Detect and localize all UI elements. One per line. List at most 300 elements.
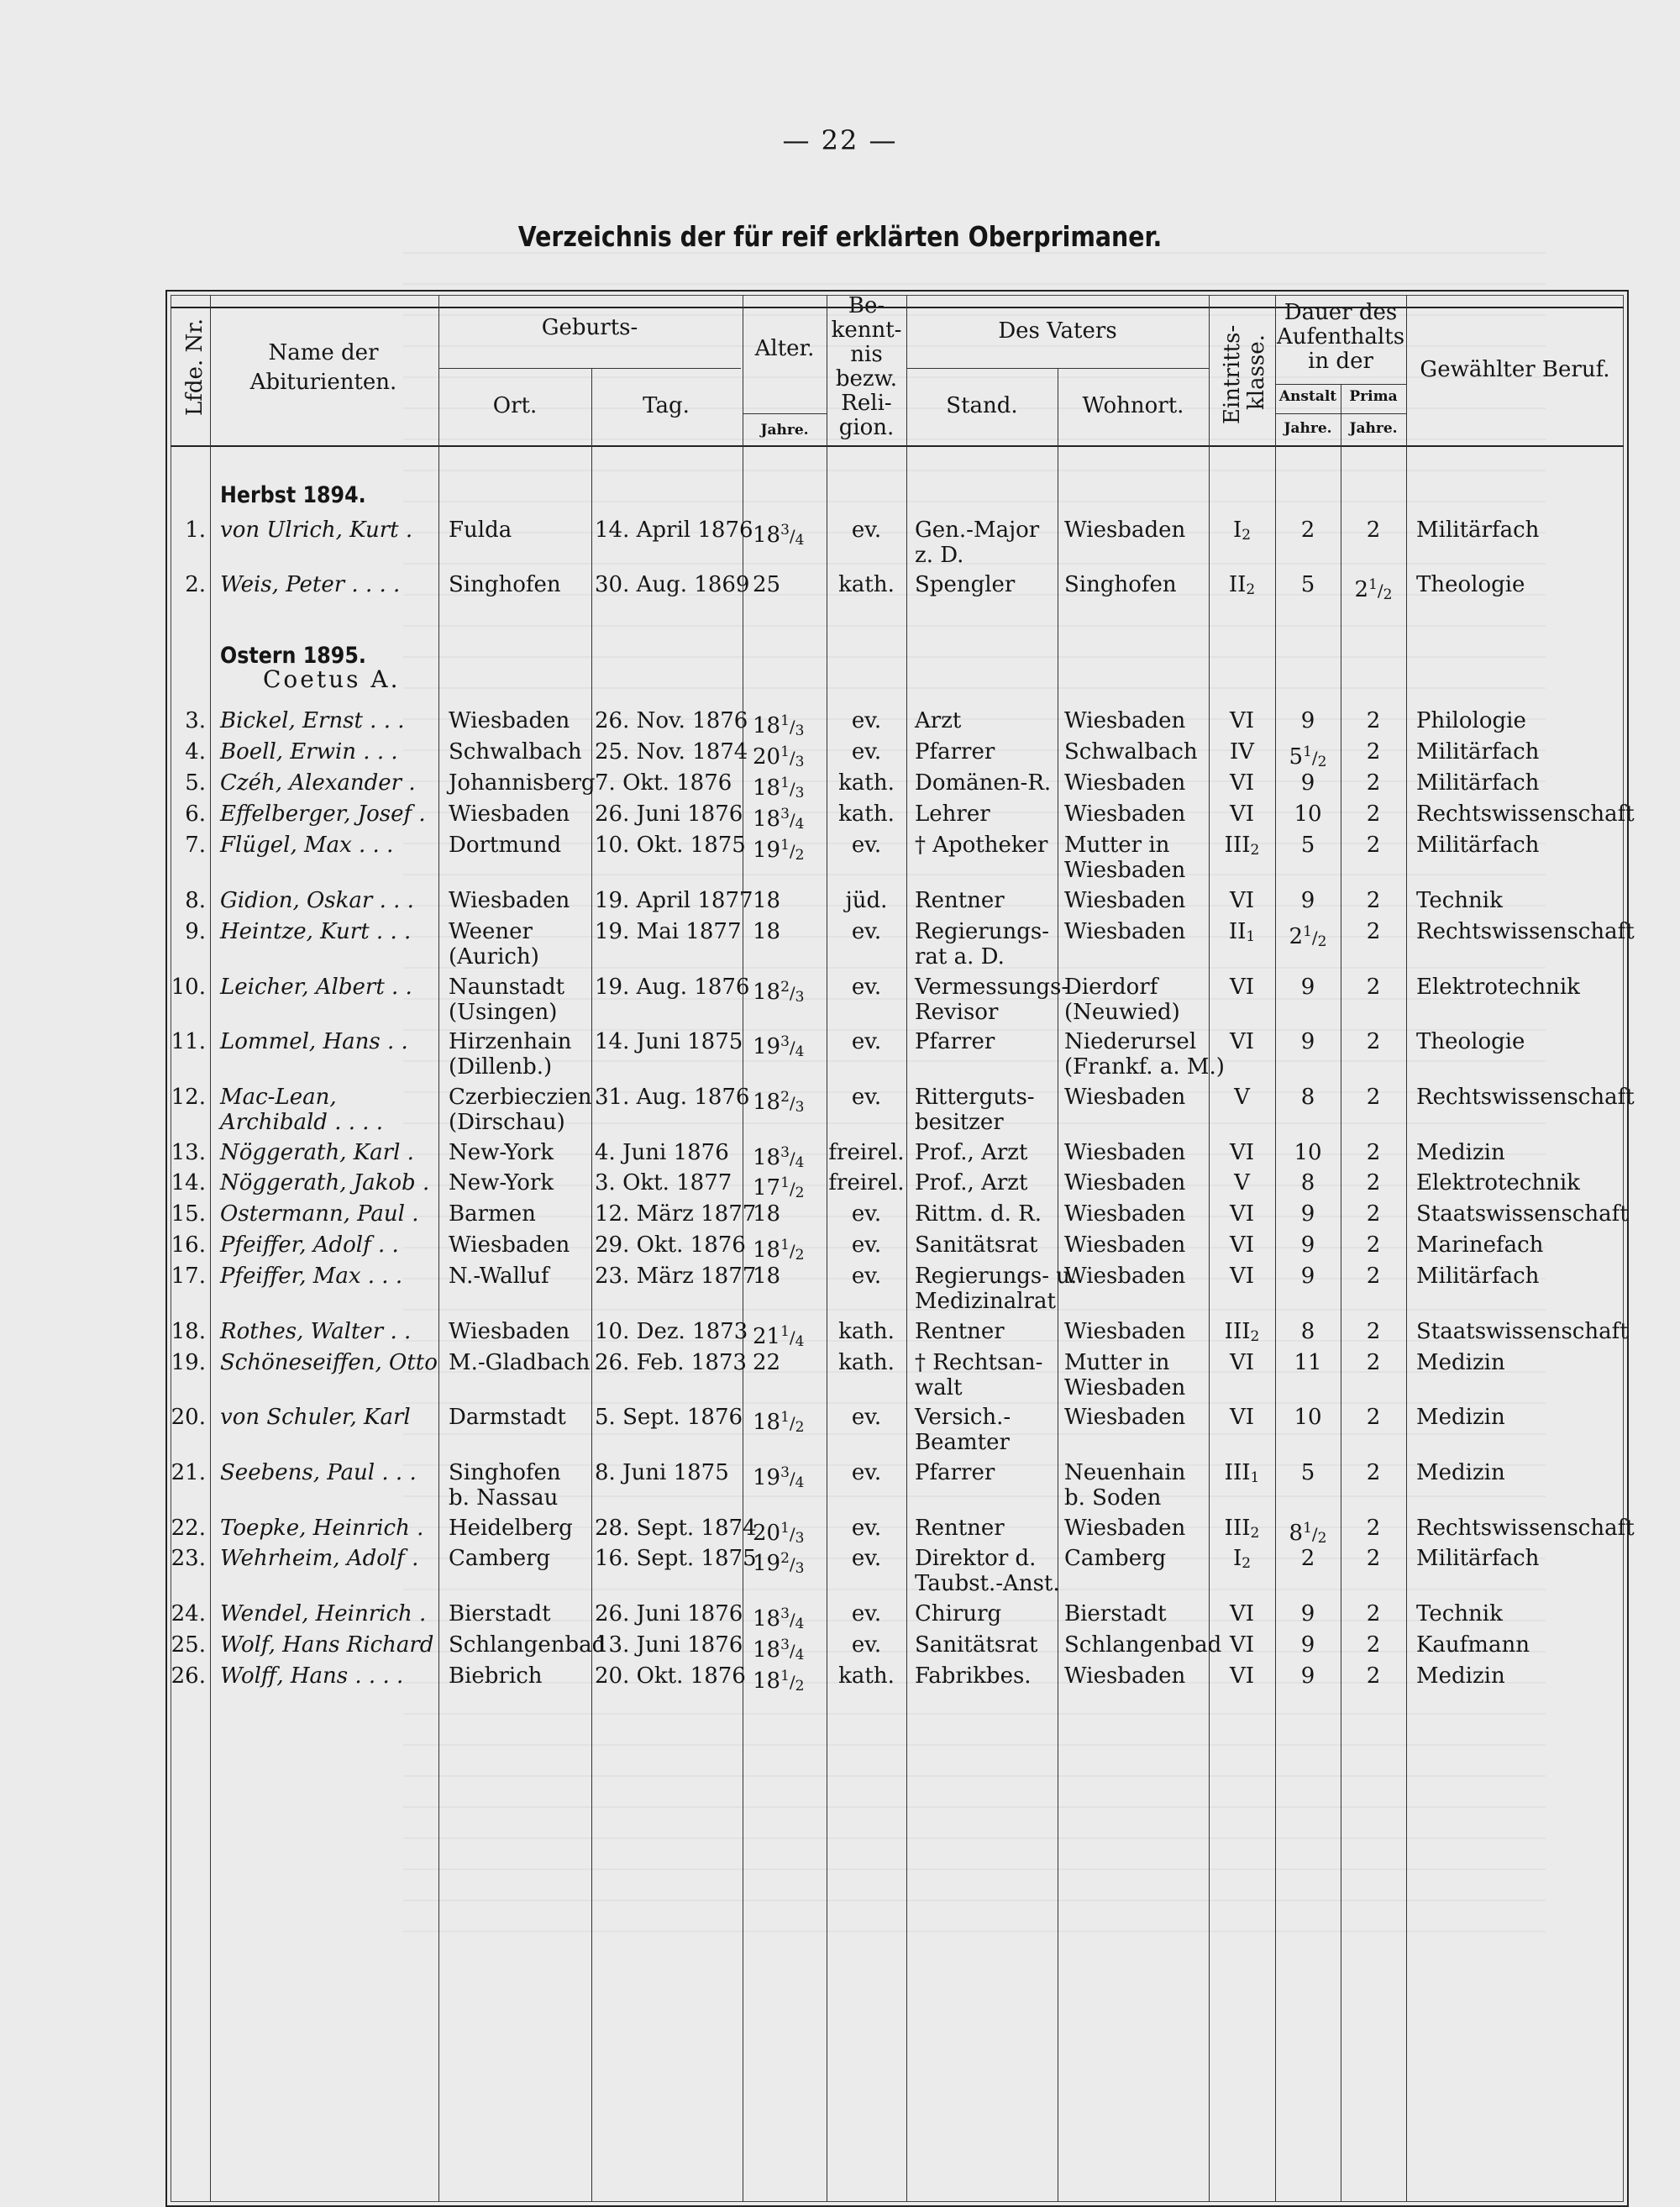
chosen-profession: Medizin [1416, 1663, 1505, 1689]
father-residence-line2: Wiesbaden [1064, 1375, 1186, 1400]
age-years [753, 1170, 825, 1206]
religion: ev. [851, 1405, 882, 1430]
student-name: Nöggerath, Karl . [220, 1140, 414, 1165]
header-bekenntnis [827, 294, 906, 440]
birth-place: New-York [449, 1170, 554, 1195]
header-name-line1: Name der [268, 340, 379, 365]
age-years-numerator: 2 [780, 1550, 790, 1567]
years-in-prima-whole: 2 [1366, 770, 1381, 796]
birth-place: Wiesbaden [449, 888, 570, 913]
header-alter: Alter. [754, 336, 815, 361]
father-residence: Wiesbaden [1064, 1405, 1186, 1430]
years-at-school-whole: 9 [1300, 1632, 1315, 1658]
entry-class [1209, 1350, 1275, 1375]
entry-class-value: VI [1229, 1140, 1255, 1165]
father-occupation: Prof., Arzt [915, 1170, 1028, 1195]
years-in-prima-whole: 2 [1366, 1232, 1381, 1258]
father-occupation-line2: z. D. [915, 543, 964, 568]
age-years [753, 919, 825, 944]
chosen-profession: Militärfach [1416, 1546, 1540, 1571]
header-tag: Tag. [643, 393, 690, 418]
entry-class-value: VI [1229, 1029, 1255, 1054]
age-years-numerator: 2 [780, 979, 790, 996]
years-at-school [1275, 1601, 1341, 1626]
birth-place: Wiesbaden [449, 801, 570, 827]
age-years-numerator: 1 [780, 1237, 790, 1253]
years-at-school-whole: 9 [1300, 1601, 1315, 1626]
father-residence-line2: Wiesbaden [1064, 858, 1186, 883]
age-years-numerator: 3 [780, 1464, 790, 1481]
years-at-school-whole: 9 [1300, 1232, 1315, 1258]
header-wohnort: Wohnort. [1082, 393, 1184, 418]
father-residence: Wiesbaden [1064, 1140, 1186, 1165]
rule-alter [743, 413, 827, 414]
chosen-profession: Militärfach [1416, 739, 1540, 765]
student-name: Pfeiffer, Adolf . . [220, 1232, 399, 1258]
birth-date: 28. Sept. 1874 [595, 1516, 757, 1541]
chosen-profession: Theologie [1416, 1029, 1525, 1054]
years-in-prima-whole: 2 [1366, 1029, 1381, 1054]
entry-class [1209, 1516, 1275, 1546]
row-number: 16. [171, 1232, 206, 1258]
religion: kath. [838, 572, 895, 597]
father-residence: Wiesbaden [1064, 919, 1186, 944]
religion: kath. [838, 1319, 895, 1344]
row-number: 14. [171, 1170, 206, 1195]
chosen-profession: Technik [1416, 1601, 1503, 1626]
header-prima-jahre: Jahre. [1349, 420, 1398, 437]
student-name: Flügel, Max . . . [220, 833, 394, 858]
birth-date: 3. Okt. 1877 [595, 1170, 732, 1195]
age-years [753, 1405, 825, 1440]
father-occupation-line2: besitzer [915, 1110, 1004, 1135]
row-number: 19. [171, 1350, 206, 1375]
chosen-profession: Elektrotechnik [1416, 975, 1580, 1000]
father-occupation-line2: Taubst.-Anst. [915, 1571, 1060, 1596]
student-name: Rothes, Walter . . [220, 1319, 412, 1344]
age-years-numerator: 3 [780, 1637, 790, 1653]
birth-place: Barmen [449, 1201, 536, 1227]
entry-class-value: VI [1229, 1663, 1255, 1689]
entry-class-value: VI [1229, 1350, 1255, 1375]
chosen-profession: Rechtswissenschaft [1416, 801, 1635, 827]
entry-class-value: IV [1229, 739, 1255, 765]
religion: jüd. [845, 888, 888, 913]
religion: ev. [851, 833, 882, 858]
birth-date: 14. April 1876 [595, 518, 753, 543]
age-years-slash: / [789, 1413, 795, 1433]
birth-date: 20. Okt. 1876 [595, 1663, 746, 1689]
birth-date: 26. Juni 1876 [595, 801, 743, 827]
father-occupation: Sanitätsrat [915, 1232, 1038, 1258]
years-at-school [1275, 708, 1341, 733]
student-name: Wolff, Hans . . . . [220, 1663, 404, 1689]
years-in-prima [1341, 1546, 1406, 1571]
student-name: Wolf, Hans Richard [220, 1632, 434, 1658]
birth-date: 4. Juni 1876 [595, 1140, 729, 1165]
entry-class-value: VI [1229, 1405, 1255, 1430]
age-years-denominator: 3 [795, 989, 805, 1006]
years-at-school-whole: 10 [1294, 1140, 1322, 1165]
age-years-whole: 17 [753, 1175, 781, 1201]
student-name: Effelberger, Josef . [220, 801, 426, 827]
father-residence: Wiesbaden [1064, 1170, 1186, 1195]
father-residence: Wiesbaden [1064, 801, 1186, 827]
father-residence: Schwalbach [1064, 739, 1198, 765]
years-in-prima-slash: / [1377, 581, 1383, 601]
father-occupation: Pfarrer [915, 1029, 995, 1054]
entry-class [1209, 1085, 1275, 1110]
father-occupation: Arzt [915, 708, 962, 733]
father-occupation: Domänen-R. [915, 770, 1052, 796]
age-years-numerator: 1 [780, 1520, 790, 1537]
age-years-whole: 18 [753, 888, 781, 913]
student-name: Lommel, Hans . . [220, 1029, 408, 1054]
header-bek-line5: Reli- [841, 391, 892, 416]
birth-date: 14. Juni 1875 [595, 1029, 743, 1054]
years-in-prima-whole: 2 [1366, 801, 1381, 827]
years-at-school [1275, 1663, 1341, 1689]
chosen-profession: Theologie [1416, 572, 1525, 597]
age-years-whole: 21 [753, 1324, 781, 1349]
entry-class [1209, 1201, 1275, 1227]
entry-class [1209, 833, 1275, 863]
entry-class [1209, 1632, 1275, 1658]
chosen-profession: Militärfach [1416, 518, 1540, 543]
birth-date: 10. Dez. 1873 [595, 1319, 748, 1344]
father-residence: Wiesbaden [1064, 770, 1186, 796]
age-years-numerator: 3 [780, 522, 790, 539]
years-at-school [1275, 1405, 1341, 1430]
entry-class [1209, 572, 1275, 602]
age-years [753, 708, 825, 744]
years-in-prima-whole: 2 [1366, 739, 1381, 765]
birth-place: Schwalbach [449, 739, 582, 765]
years-at-school-whole: 8 [1300, 1170, 1315, 1195]
birth-place-line2: (Dillenb.) [449, 1054, 553, 1080]
age-years-numerator: 1 [780, 1409, 790, 1426]
age-years [753, 739, 825, 775]
chosen-profession: Staatswissenschaft [1416, 1319, 1629, 1344]
age-years-slash: / [789, 1038, 795, 1058]
entry-class-value: II [1228, 919, 1247, 944]
religion: ev. [851, 1264, 882, 1289]
father-residence: Camberg [1064, 1546, 1167, 1571]
age-years-slash: / [789, 1641, 795, 1661]
col-rule-1 [210, 295, 211, 2202]
birth-date: 26. Feb. 1873 [595, 1350, 747, 1375]
years-in-prima [1341, 1085, 1406, 1110]
years-in-prima [1341, 1264, 1406, 1289]
student-name: Heintze, Kurt . . . [220, 919, 412, 944]
religion: ev. [851, 739, 882, 765]
years-in-prima-whole: 2 [1366, 1350, 1381, 1375]
age-years [753, 1632, 825, 1668]
entry-class [1209, 888, 1275, 913]
birth-date: 8. Juni 1875 [595, 1460, 729, 1485]
years-in-prima-whole: 2 [1354, 577, 1369, 602]
birth-place: Johannisberg [449, 770, 596, 796]
father-occupation: Regierungs- [915, 919, 1049, 944]
age-years-whole: 22 [753, 1350, 781, 1375]
years-at-school-denominator: 2 [1317, 1530, 1327, 1547]
age-years-denominator: 4 [795, 1333, 805, 1350]
years-in-prima-whole: 2 [1366, 833, 1381, 858]
religion: ev. [851, 708, 882, 733]
father-residence: Wiesbaden [1064, 708, 1186, 733]
years-at-school-denominator: 2 [1317, 754, 1327, 770]
age-years-denominator: 2 [795, 1678, 805, 1695]
years-at-school [1275, 919, 1341, 954]
entry-class [1209, 770, 1275, 796]
years-at-school [1275, 770, 1341, 796]
father-residence: Wiesbaden [1064, 518, 1186, 543]
entry-class [1209, 1663, 1275, 1689]
father-occupation: Prof., Arzt [915, 1140, 1028, 1165]
age-years [753, 1085, 825, 1120]
years-in-prima [1341, 572, 1406, 607]
age-years-whole: 18 [753, 1637, 781, 1663]
years-at-school [1275, 1170, 1341, 1195]
age-years-denominator: 3 [795, 785, 805, 801]
chosen-profession: Militärfach [1416, 770, 1540, 796]
entry-class [1209, 801, 1275, 827]
age-years-numerator: 1 [780, 775, 790, 791]
age-years-whole: 18 [753, 919, 781, 944]
years-at-school-denominator: 2 [1317, 933, 1327, 950]
header-name-line2: Abiturienten. [249, 370, 397, 395]
chosen-profession: Marinefach [1416, 1232, 1544, 1258]
religion: ev. [851, 1232, 882, 1258]
age-years-denominator: 3 [795, 723, 805, 739]
birth-place: Biebrich [449, 1663, 543, 1689]
years-in-prima [1341, 1350, 1406, 1375]
years-at-school-slash: / [1311, 927, 1318, 948]
years-at-school [1275, 888, 1341, 913]
age-years [753, 770, 825, 806]
age-years-slash: / [789, 779, 795, 799]
years-in-prima [1341, 1319, 1406, 1344]
birth-place: M.-Gladbach [449, 1350, 591, 1375]
age-years-slash: / [789, 526, 795, 546]
years-in-prima [1341, 1140, 1406, 1165]
student-name: Seebens, Paul . . . [220, 1460, 417, 1485]
age-years-whole: 20 [753, 1521, 781, 1546]
section-coetus-a: Coetus A. [263, 665, 401, 693]
birth-date: 16. Sept. 1875 [595, 1546, 757, 1571]
father-occupation: † Rechtsan- [915, 1350, 1043, 1375]
student-name: von Schuler, Karl [220, 1405, 411, 1430]
age-years-slash: / [789, 1554, 795, 1574]
entry-class [1209, 1319, 1275, 1349]
entry-class-value: III [1224, 1516, 1251, 1541]
years-at-school-whole: 9 [1300, 1201, 1315, 1227]
years-at-school [1275, 975, 1341, 1000]
age-years [753, 801, 825, 837]
years-at-school-whole: 5 [1300, 833, 1315, 858]
birth-date: 5. Sept. 1876 [595, 1405, 743, 1430]
years-at-school-whole: 8 [1300, 1319, 1315, 1344]
row-number: 6. [185, 801, 206, 827]
religion: ev. [851, 1201, 882, 1227]
years-in-prima [1341, 1232, 1406, 1258]
entry-class-subscript: 1 [1246, 928, 1256, 945]
age-years [753, 1460, 825, 1495]
years-at-school-whole: 8 [1289, 1521, 1304, 1546]
chosen-profession: Philologie [1416, 708, 1526, 733]
years-in-prima-numerator: 1 [1368, 576, 1378, 593]
age-years [753, 833, 825, 868]
birth-date: 10. Okt. 1875 [595, 833, 746, 858]
years-in-prima [1341, 770, 1406, 796]
student-name: Czéh, Alexander . [220, 770, 416, 796]
age-years-whole: 19 [753, 838, 781, 863]
chosen-profession: Rechtswissenschaft [1416, 1516, 1635, 1541]
student-name: Bickel, Ernst . . . [220, 708, 405, 733]
entry-class [1209, 1170, 1275, 1195]
student-name: Mac-Lean, [220, 1085, 337, 1110]
age-years [753, 975, 825, 1010]
age-years-whole: 18 [753, 807, 781, 832]
age-years [753, 1350, 825, 1375]
birth-place: Fulda [449, 518, 512, 543]
birth-place: Wiesbaden [449, 1232, 570, 1258]
father-occupation: Rentner [915, 1319, 1005, 1344]
age-years-slash: / [789, 1327, 795, 1348]
student-name: Leicher, Albert . . [220, 975, 412, 1000]
entry-class [1209, 1232, 1275, 1258]
birth-date: 26. Nov. 1876 [595, 708, 748, 733]
years-at-school [1275, 739, 1341, 775]
chosen-profession: Rechtswissenschaft [1416, 1085, 1635, 1110]
birth-date: 7. Okt. 1876 [595, 770, 732, 796]
years-in-prima-whole: 2 [1366, 888, 1381, 913]
father-residence: Schlangenbad [1064, 1632, 1222, 1658]
religion: ev. [851, 919, 882, 944]
row-number: 15. [171, 1201, 206, 1227]
header-anstalt: Anstalt [1278, 388, 1337, 405]
chosen-profession: Rechtswissenschaft [1416, 919, 1635, 944]
entry-class [1209, 1405, 1275, 1430]
age-years-denominator: 3 [795, 1099, 805, 1116]
age-years-whole: 18 [753, 1090, 781, 1115]
entry-class-value: VI [1229, 1632, 1255, 1658]
years-in-prima-whole: 2 [1366, 1601, 1381, 1626]
age-years-numerator: 1 [780, 1323, 790, 1340]
age-years-slash: / [789, 1524, 795, 1544]
religion: kath. [838, 1350, 895, 1375]
row-number: 4. [185, 739, 206, 765]
birth-place: Camberg [449, 1546, 551, 1571]
header-bek-line3: nis [850, 342, 883, 367]
father-residence-line2: (Neuwied) [1064, 1000, 1180, 1025]
student-name: Wendel, Heinrich . [220, 1601, 427, 1626]
entry-class [1209, 1546, 1275, 1576]
religion: ev. [851, 1460, 882, 1485]
birth-date: 12. März 1877 [595, 1201, 757, 1227]
father-occupation-line2: walt [915, 1375, 963, 1400]
age-years-denominator: 4 [795, 1043, 805, 1060]
age-years-denominator: 3 [795, 1530, 805, 1547]
years-in-prima-whole: 2 [1366, 919, 1381, 944]
row-number: 1. [185, 518, 206, 543]
father-occupation: Versich.- [915, 1405, 1011, 1430]
years-at-school [1275, 1029, 1341, 1054]
birth-place: New-York [449, 1140, 554, 1165]
page-number: — 22 — [782, 124, 898, 156]
header-dauer-line3: in der [1308, 349, 1373, 374]
years-in-prima [1341, 1405, 1406, 1430]
student-name: Toepke, Heinrich . [220, 1516, 424, 1541]
father-occupation: Rittm. d. R. [915, 1201, 1042, 1227]
entry-class-value: I [1232, 1546, 1242, 1571]
years-at-school [1275, 1460, 1341, 1485]
age-years-numerator: 3 [780, 1033, 790, 1050]
age-years [753, 1029, 825, 1064]
student-name-line2: Archibald . . . . [220, 1110, 384, 1135]
chosen-profession: Elektrotechnik [1416, 1170, 1580, 1195]
birth-place: Czerbieczien [449, 1085, 592, 1110]
birth-place: Bierstadt [449, 1601, 551, 1626]
age-years [753, 1264, 825, 1289]
father-occupation: Rentner [915, 888, 1005, 913]
age-years-whole: 18 [753, 980, 781, 1005]
years-at-school [1275, 1232, 1341, 1258]
years-at-school-slash: / [1311, 1524, 1318, 1544]
age-years-whole: 18 [753, 523, 781, 548]
entry-class-value: III [1224, 1319, 1251, 1344]
row-number: 20. [171, 1405, 206, 1430]
father-occupation: Direktor d. [915, 1546, 1037, 1571]
years-at-school-whole: 9 [1300, 888, 1315, 913]
header-ort: Ort. [492, 393, 538, 418]
age-years [753, 1601, 825, 1637]
chosen-profession: Medizin [1416, 1460, 1505, 1485]
student-name: von Ulrich, Kurt . [220, 518, 413, 543]
age-years-denominator: 4 [795, 1647, 805, 1663]
birth-date: 13. Juni 1876 [595, 1632, 743, 1658]
religion: ev. [851, 1516, 882, 1541]
age-years-denominator: 4 [795, 1154, 805, 1171]
row-number: 5. [185, 770, 206, 796]
age-years [753, 1319, 825, 1354]
years-in-prima-whole: 2 [1366, 1085, 1381, 1110]
row-number: 2. [185, 572, 206, 597]
father-occupation: Pfarrer [915, 739, 995, 765]
years-at-school-whole: 2 [1289, 924, 1304, 949]
years-at-school-whole: 9 [1300, 1663, 1315, 1689]
entry-class-subscript: 2 [1250, 1525, 1260, 1542]
years-in-prima-whole: 2 [1366, 708, 1381, 733]
father-occupation-line2: Revisor [915, 1000, 999, 1025]
age-years-slash: / [789, 748, 795, 768]
father-residence-line2: (Frankf. a. M.) [1064, 1054, 1225, 1080]
years-at-school [1275, 1350, 1341, 1375]
chosen-profession: Medizin [1416, 1350, 1505, 1375]
years-in-prima-whole: 2 [1366, 975, 1381, 1000]
father-occupation: Sanitätsrat [915, 1632, 1038, 1658]
age-years-whole: 18 [753, 1201, 781, 1227]
birth-date: 19. April 1877 [595, 888, 753, 913]
age-years-slash: / [789, 1469, 795, 1489]
header-beruf: Gewählter Beruf. [1420, 357, 1610, 382]
page-title: Verzeichnis der für reif erklärten Oberprimaner. [517, 220, 1163, 253]
student-name: Ostermann, Paul . [220, 1201, 419, 1227]
years-in-prima-whole: 2 [1366, 518, 1381, 543]
row-number: 10. [171, 975, 206, 1000]
header-lfde-nr: Lfde. Nr. [182, 318, 207, 416]
entry-class-value: VI [1229, 1201, 1255, 1227]
